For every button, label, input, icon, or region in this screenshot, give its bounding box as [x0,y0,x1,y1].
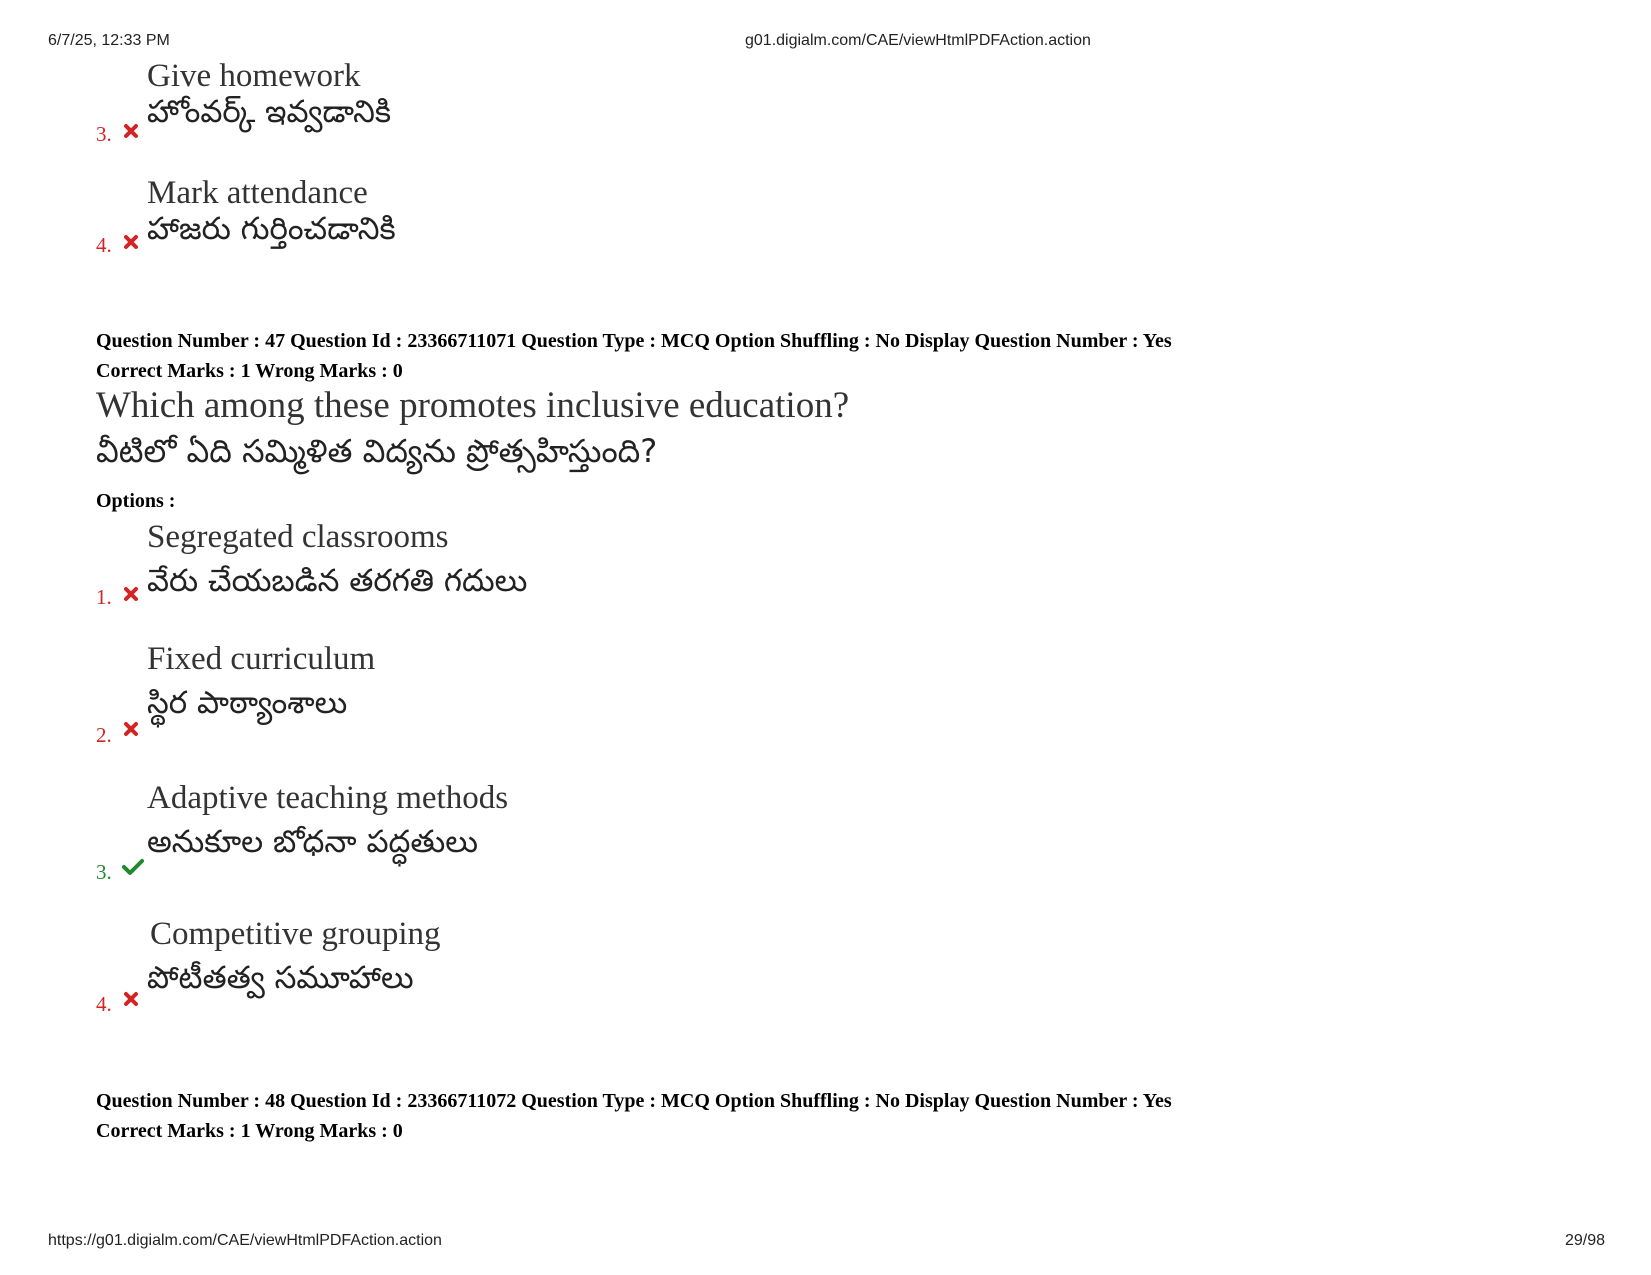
question-meta: Question Number : 47 Question Id : 23366711071 Question Type : MCQ Option Shuffling : No Display Question Number : Yes [96,330,1172,352]
print-title: g01.digialm.com/CAE/viewHtmlPDFAction.action [745,32,1091,49]
option-text-telugu: హాజరు గుర్తించడానికి [147,211,396,247]
checkmark-icon [122,858,144,876]
option-number: 3. [96,122,112,146]
option-text-telugu: అనుకూల బోధనా పద్ధతులు [147,824,478,860]
question-meta: Question Number : 48 Question Id : 23366711072 Question Type : MCQ Option Shuffling : No Display Question Number : Yes [96,1090,1172,1112]
option-text-telugu: హోంవర్క్ ఇవ్వడానికి [147,94,392,130]
options-label: Options : [96,490,176,512]
option-text-telugu: పోటీతత్వ సమూహాలు [147,960,414,996]
option-text-english: Give homework [147,58,361,94]
cross-icon [122,122,140,140]
cross-icon [122,233,140,251]
option-text-telugu: స్థిర పాఠ్యాంశాలు [147,685,348,721]
question-text-english: Which among these promotes inclusive education? [96,385,850,426]
option-text-english: Segregated classrooms [147,519,449,555]
option-text-english: Fixed curriculum [147,641,376,677]
option-number: 4. [96,233,112,257]
cross-icon [122,585,140,603]
cross-icon [122,720,140,738]
option-text-english: Mark attendance [147,175,368,211]
option-number: 2. [96,723,112,747]
option-number: 1. [96,585,112,609]
print-datetime: 6/7/25, 12:33 PM [48,32,170,49]
marks-meta: Correct Marks : 1 Wrong Marks : 0 [96,1120,403,1142]
question-text-telugu: వీటిలో ఏది సమ్మిళిత విద్యను ప్రోత్సహిస్తుంది? [96,432,658,470]
footer-url: https://g01.digialm.com/CAE/viewHtmlPDFAction.action [48,1232,442,1249]
option-text-english: Competitive grouping [150,916,441,952]
option-number: 3. [96,860,112,884]
option-text-english: Adaptive teaching methods [147,780,509,816]
option-number: 4. [96,992,112,1016]
option-text-telugu: వేరు చేయబడిన తరగతి గదులు [147,563,528,599]
cross-icon [122,990,140,1008]
page-number: 29/98 [1565,1232,1606,1249]
marks-meta: Correct Marks : 1 Wrong Marks : 0 [96,360,403,382]
